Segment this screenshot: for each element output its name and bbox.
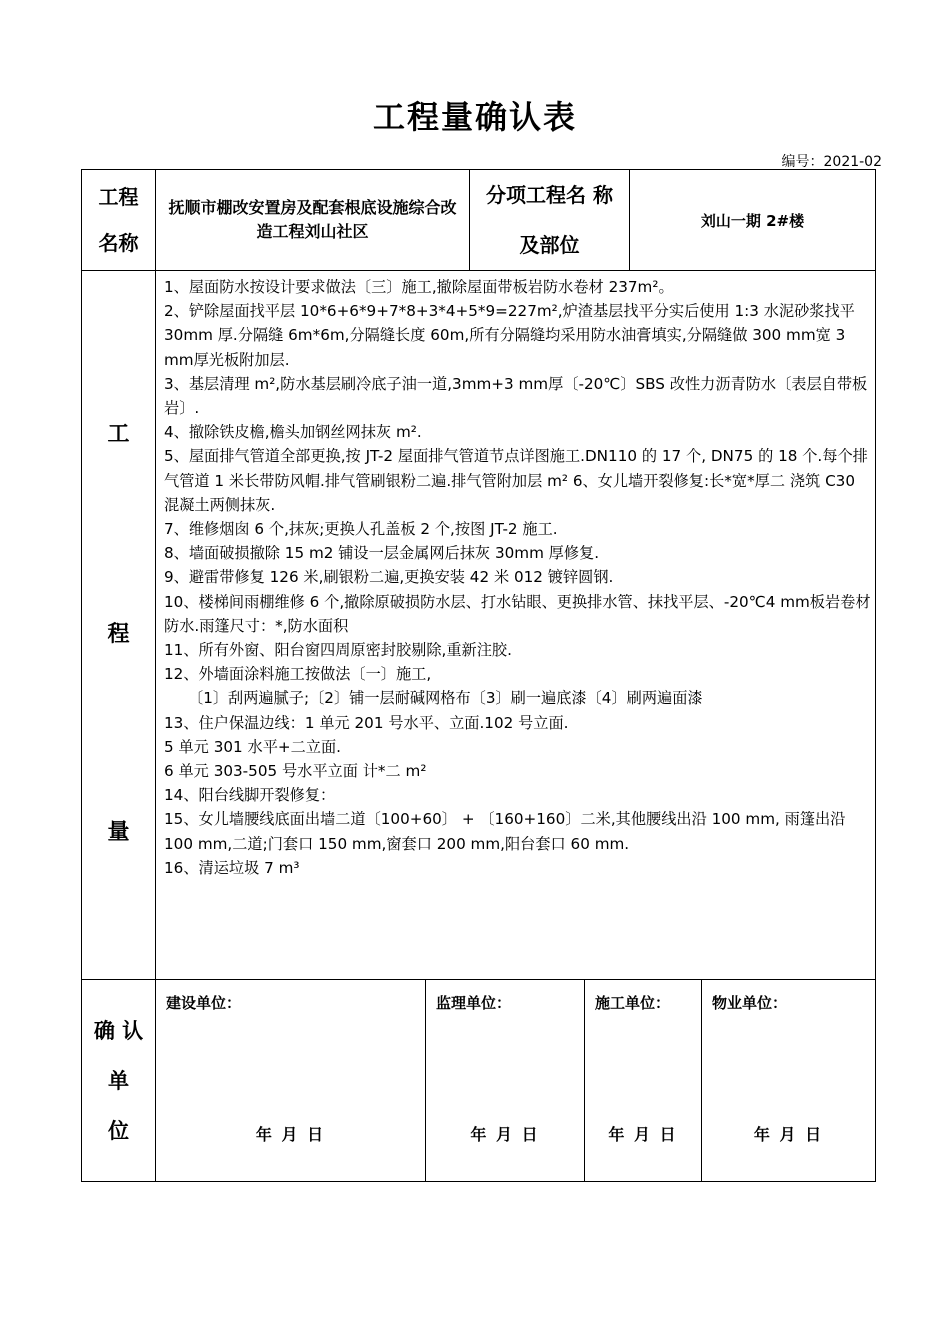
subitem-label-cell	[470, 170, 630, 271]
work-side-label-cell	[82, 271, 156, 980]
document-title: 工程量确认表	[372, 98, 577, 136]
contractor-unit-date: 年 月 日	[608, 1125, 678, 1144]
work-item: 13、住户保温边线：1 单元 201 号水平、立面.102 号立面.	[164, 713, 569, 732]
work-item: 15、女儿墙腰线底面出墙二道〔100+60〕 + 〔160+160〕二米,其他腰线出沿 100 mm, 雨篷出沿 100 mm,二道;门套口 150 mm,窗套口 200 mm,阳台套口 60 mm.	[164, 810, 846, 853]
supervision-unit-label: 监理单位：	[436, 994, 512, 1012]
property-unit-date: 年 月 日	[753, 1125, 824, 1144]
work-item: 16、清运垃圾 7 m³	[164, 858, 300, 877]
contractor-unit-label: 施工单位：	[595, 994, 671, 1012]
subitem-label-line1: 分项工程名 称	[486, 183, 613, 207]
confirm-side-char-2: 单	[108, 1068, 129, 1093]
confirm-row	[82, 980, 876, 1182]
work-content-cell	[156, 271, 876, 980]
work-row	[82, 271, 876, 980]
project-name: 抚顺市棚改安置房及配套根底设施综合改造工程刘山社区	[168, 198, 457, 241]
construction-unit-cell	[156, 980, 426, 1182]
work-item: 5、屋面排气管道全部更换,按 JT-2 屋面排气管道节点详图施工.DN110 的 17 个, DN75 的 18 个.每个排气管道 1 米长带防风帽.排气管刷银粉二遍.排气管附加层 m² 6、女儿墙开裂修复:长*宽*厚二 浇筑 C30 混凝土两侧抹灰.	[164, 447, 868, 514]
work-item: 14、阳台线脚开裂修复：	[164, 786, 336, 805]
supervision-unit-cell	[426, 980, 585, 1182]
work-item: 7、维修烟囱 6 个,抹灰;更换人孔盖板 2 个,按图 JT-2 施工.	[164, 520, 558, 539]
project-label-cell	[82, 170, 156, 271]
work-item: 10、楼梯间雨棚维修 6 个,撤除原破损防水层、打水钻眼、更换排水管、抹找平层、-20℃4 mm板岩卷材防水.雨篷尺寸：*,防水面积	[164, 592, 871, 635]
work-item: 2、铲除屋面找平层 10*6+6*9+7*8+3*4+5*9=227m²,炉渣基层找平分实后使用 1:3 水泥砂浆找平 30mm 厚.分隔缝 6m*6m,分隔缝长度 60m,所有分隔缝均采用防水油膏填实,分隔缝做 300 mm宽 3 mm厚光板附加层.	[164, 302, 855, 369]
project-name-cell	[156, 170, 470, 271]
property-unit-label: 物业单位：	[712, 994, 788, 1012]
work-side-char-3: 量	[107, 820, 130, 845]
construction-unit-label: 建设单位：	[166, 994, 242, 1012]
work-item: 8、墙面破损撤除 15 m2 铺设一层金属网后抹灰 30mm 厚修复.	[164, 544, 600, 563]
construction-unit-date: 年 月 日	[255, 1125, 326, 1144]
document-number: 编号：2021-02	[781, 154, 882, 170]
supervision-unit-date: 年 月 日	[470, 1125, 540, 1144]
quantity-confirmation-table	[81, 169, 876, 1182]
confirm-side-char-3: 位	[108, 1118, 129, 1143]
work-subitem: 〔1〕刮两遍腻子;〔2〕铺一层耐碱网格布〔3〕刷一遍底漆〔4〕刷两遍面漆	[188, 689, 703, 708]
subitem-label-line2: 及部位	[519, 233, 580, 257]
work-side-char-1: 工	[107, 422, 130, 447]
work-item: 4、撤除铁皮檐,檐头加钢丝网抹灰 m².	[164, 423, 422, 442]
confirm-side-char-1: 确 认	[93, 1018, 144, 1043]
header-row	[82, 170, 876, 271]
contractor-unit-cell	[585, 980, 702, 1182]
property-unit-cell	[702, 980, 876, 1182]
work-side-char-2: 程	[107, 622, 130, 647]
work-item: 9、避雷带修复 126 米,刷银粉二遍,更换安装 42 米 012 镀锌圆钢.	[164, 568, 614, 587]
confirm-side-label-cell	[82, 980, 156, 1182]
work-item: 12、外墙面涂料施工按做法〔一〕施工,	[164, 665, 432, 684]
project-label-line1: 工程	[98, 185, 139, 209]
subitem-value: 刘山一期 2#楼	[700, 211, 805, 230]
work-item: 5 单元 301 水平+二立面.	[164, 737, 341, 756]
project-label-line2: 名称	[98, 231, 139, 255]
work-item: 11、所有外窗、阳台窗四周原密封胶剔除,重新注胶.	[164, 641, 512, 660]
work-item: 1、屋面防水按设计要求做法〔三〕施工,撤除屋面带板岩防水卷材 237m²。	[164, 278, 674, 296]
work-item: 6 单元 303-505 号水平立面 计*二 m²	[164, 762, 427, 781]
work-item: 3、基层清理 m²,防水基层刷冷底子油一道,3mm+3 mm厚〔-20℃〕SBS 改性力沥青防水〔表层自带板岩〕.	[164, 374, 868, 418]
subitem-value-cell	[630, 170, 876, 271]
